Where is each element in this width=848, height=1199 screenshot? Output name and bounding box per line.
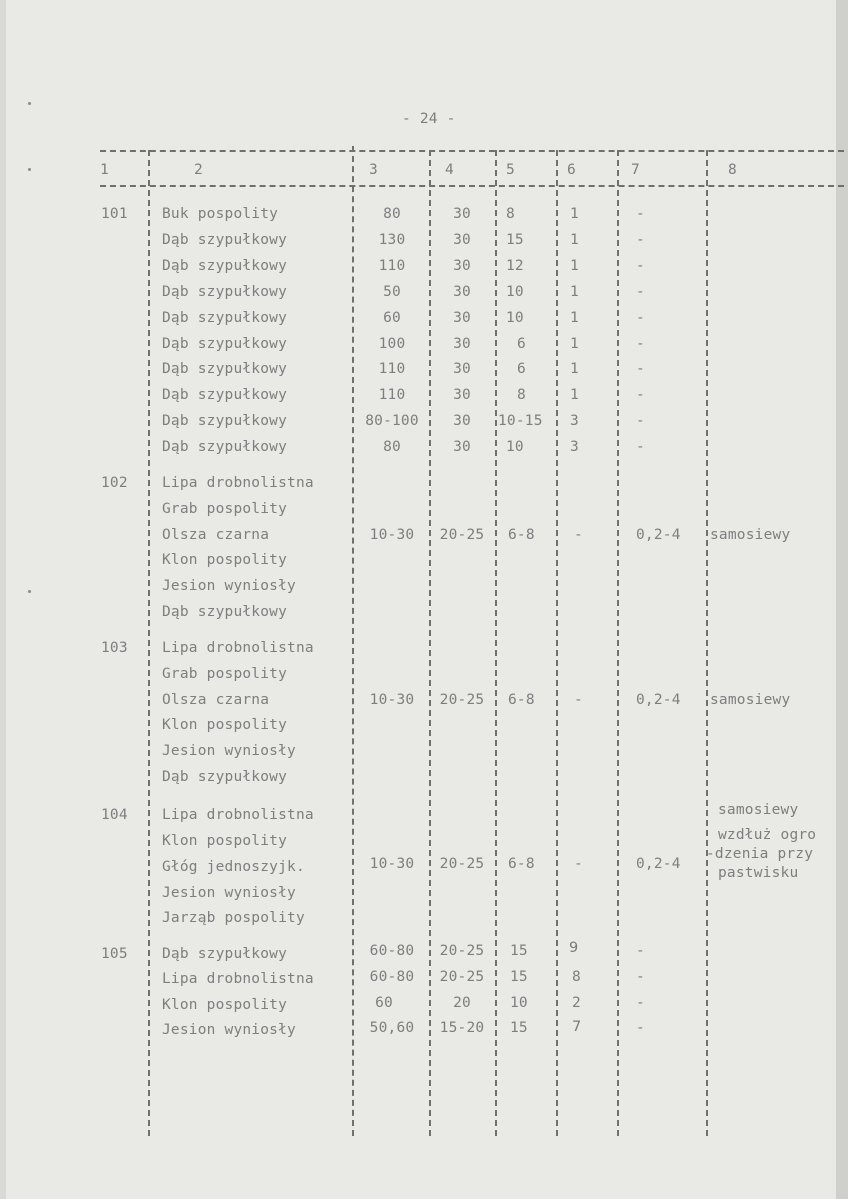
column-divider bbox=[429, 150, 431, 1136]
header-cell: 2 bbox=[194, 162, 203, 178]
species-cell: Jesion wyniosły bbox=[162, 1022, 296, 1038]
header-cell: 6 bbox=[567, 162, 576, 178]
col4-cell: 30 bbox=[453, 310, 471, 326]
species-cell: Olsza czarna bbox=[162, 527, 270, 543]
col3-cell: 10-30 bbox=[369, 692, 415, 708]
col4-cell: 15-20 bbox=[439, 1020, 485, 1036]
punch-mark bbox=[28, 168, 31, 171]
col4-cell: 20 bbox=[453, 995, 471, 1011]
col8-cell: samosiewy bbox=[710, 527, 791, 543]
species-cell: Dąb szypułkowy bbox=[162, 310, 288, 326]
species-cell: Dąb szypułkowy bbox=[162, 413, 288, 429]
col4-cell: 30 bbox=[453, 413, 471, 429]
col7-cell: 0,2-4 bbox=[636, 856, 681, 872]
col4-cell: 20-25 bbox=[439, 527, 485, 543]
column-divider bbox=[706, 150, 708, 1136]
page-edge bbox=[836, 0, 848, 1199]
col6-cell: 1 bbox=[570, 284, 579, 300]
col8-cell: -dzenia przy bbox=[706, 846, 814, 862]
col4-cell: 20-25 bbox=[439, 943, 485, 959]
col7-cell: - bbox=[636, 439, 645, 455]
column-divider bbox=[495, 150, 497, 1136]
col4-cell: 30 bbox=[453, 336, 471, 352]
col5-cell: 15 bbox=[510, 943, 528, 959]
col7-cell: - bbox=[636, 969, 645, 985]
punch-mark bbox=[28, 590, 31, 593]
col6-cell: 9 bbox=[569, 940, 579, 956]
column-divider bbox=[352, 146, 354, 1136]
col6-cell: 1 bbox=[570, 310, 579, 326]
species-cell: Olsza czarna bbox=[162, 692, 270, 708]
column-divider bbox=[148, 150, 150, 1136]
col6-cell: 3 bbox=[570, 439, 579, 455]
species-cell: Klon pospolity bbox=[162, 552, 288, 568]
col8-cell: samosiewy bbox=[710, 692, 791, 708]
col4-cell: 30 bbox=[453, 361, 471, 377]
species-cell: Klon pospolity bbox=[162, 717, 288, 733]
col3-cell: 60 bbox=[375, 995, 393, 1011]
col4-cell: 30 bbox=[453, 387, 471, 403]
col6-cell: 1 bbox=[570, 232, 579, 248]
col8-cell: wzdłuż ogro bbox=[718, 827, 817, 843]
col3-cell: 10-30 bbox=[369, 527, 415, 543]
col3-cell: 110 bbox=[378, 361, 406, 377]
header-cell: 3 bbox=[369, 162, 378, 178]
col3-cell: 130 bbox=[378, 232, 406, 248]
col5-cell: 6-8 bbox=[508, 856, 535, 872]
column-divider bbox=[617, 150, 619, 1136]
group-id: 102 bbox=[101, 475, 128, 491]
col4-cell: 20-25 bbox=[439, 692, 485, 708]
species-cell: Jesion wyniosły bbox=[162, 885, 296, 901]
col5-cell: 12 bbox=[506, 258, 524, 274]
col4-cell: 30 bbox=[453, 439, 471, 455]
col3-cell: 60 bbox=[383, 310, 401, 326]
col3-cell: 60-80 bbox=[369, 943, 415, 959]
col7-cell: - bbox=[636, 232, 645, 248]
col3-cell: 80 bbox=[383, 439, 401, 455]
col6-cell: 1 bbox=[570, 258, 579, 274]
col5-cell: 6 bbox=[517, 336, 526, 352]
col8-cell: pastwisku bbox=[718, 865, 799, 881]
col4-cell: 30 bbox=[453, 284, 471, 300]
col7-cell: - bbox=[636, 206, 645, 222]
species-cell: Grab pospolity bbox=[162, 501, 288, 517]
col3-cell: 100 bbox=[378, 336, 406, 352]
col6-cell: - bbox=[574, 527, 583, 543]
col7-cell: - bbox=[636, 258, 645, 274]
col5-cell: 10 bbox=[506, 310, 524, 326]
header-cell: 7 bbox=[631, 162, 640, 178]
group-id: 104 bbox=[101, 807, 128, 823]
header-cell: 8 bbox=[728, 162, 737, 178]
species-cell: Jesion wyniosły bbox=[162, 743, 296, 759]
species-cell: Dąb szypułkowy bbox=[162, 232, 288, 248]
col6-cell: 8 bbox=[572, 969, 581, 985]
col4-cell: 20-25 bbox=[439, 969, 485, 985]
col4-cell: 30 bbox=[453, 258, 471, 274]
col3-cell: 110 bbox=[378, 258, 406, 274]
col6-cell: 1 bbox=[570, 206, 579, 222]
col7-cell: 0,2-4 bbox=[636, 527, 681, 543]
col6-cell: 2 bbox=[572, 995, 581, 1011]
species-cell: Dąb szypułkowy bbox=[162, 284, 288, 300]
species-cell: Dąb szypułkowy bbox=[162, 361, 288, 377]
species-cell: Buk pospolity bbox=[162, 206, 279, 222]
col7-cell: - bbox=[636, 361, 645, 377]
col3-cell: 110 bbox=[378, 387, 406, 403]
species-cell: Głóg jednoszyjk. bbox=[162, 859, 305, 875]
group-id: 101 bbox=[101, 206, 128, 222]
col3-cell: 80-100 bbox=[365, 413, 419, 429]
col5-cell: 10 bbox=[506, 439, 524, 455]
group-id: 105 bbox=[101, 946, 128, 962]
col7-cell: - bbox=[636, 310, 645, 326]
col6-cell: - bbox=[574, 692, 583, 708]
col5-cell: 8 bbox=[506, 206, 515, 222]
species-cell: Dąb szypułkowy bbox=[162, 258, 288, 274]
species-cell: Lipa drobnolistna bbox=[162, 640, 314, 656]
species-cell: Klon pospolity bbox=[162, 833, 288, 849]
col7-cell: - bbox=[636, 1020, 645, 1036]
col3-cell: 60-80 bbox=[369, 969, 415, 985]
col3-cell: 50 bbox=[383, 284, 401, 300]
col6-cell: - bbox=[574, 856, 583, 872]
col7-cell: - bbox=[636, 284, 645, 300]
col5-cell: 15 bbox=[506, 232, 524, 248]
col6-cell: 3 bbox=[570, 413, 579, 429]
header-cell: 5 bbox=[506, 162, 515, 178]
species-cell: Dąb szypułkowy bbox=[162, 387, 288, 403]
col3-cell: 10-30 bbox=[369, 856, 415, 872]
col5-cell: 10 bbox=[506, 284, 524, 300]
species-cell: Dąb szypułkowy bbox=[162, 604, 288, 620]
page-number: - 24 - bbox=[402, 111, 456, 127]
col7-cell: 0,2-4 bbox=[636, 692, 681, 708]
species-cell: Lipa drobnolistna bbox=[162, 807, 314, 823]
header-bottom-rule bbox=[100, 185, 844, 187]
group-id: 103 bbox=[101, 640, 128, 656]
col6-cell: 1 bbox=[570, 361, 579, 377]
species-cell: Dąb szypułkowy bbox=[162, 336, 288, 352]
punch-mark bbox=[28, 102, 31, 105]
header-cell: 4 bbox=[445, 162, 454, 178]
species-cell: Dąb szypułkowy bbox=[162, 946, 288, 962]
col5-cell: 6 bbox=[517, 361, 526, 377]
col5-cell: 15 bbox=[510, 1020, 528, 1036]
col6-cell: 1 bbox=[570, 387, 579, 403]
species-cell: Grab pospolity bbox=[162, 666, 288, 682]
col5-cell: 15 bbox=[510, 969, 528, 985]
col7-cell: - bbox=[636, 943, 645, 959]
col6-cell: 1 bbox=[570, 336, 579, 352]
col7-cell: - bbox=[636, 336, 645, 352]
col4-cell: 30 bbox=[453, 206, 471, 222]
col6-cell: 7 bbox=[572, 1019, 582, 1035]
species-cell: Klon pospolity bbox=[162, 997, 288, 1013]
species-cell: Lipa drobnolistna bbox=[162, 475, 314, 491]
col7-cell: - bbox=[636, 413, 645, 429]
species-cell: Lipa drobnolistna bbox=[162, 971, 314, 987]
col5-cell: 10 bbox=[510, 995, 528, 1011]
col7-cell: - bbox=[636, 995, 645, 1011]
header-cell: 1 bbox=[100, 162, 109, 178]
species-cell: Jesion wyniosły bbox=[162, 578, 296, 594]
table-top-rule bbox=[100, 150, 844, 152]
col5-cell: 6-8 bbox=[508, 692, 535, 708]
species-cell: Jarząb pospolity bbox=[162, 910, 305, 926]
col4-cell: 30 bbox=[453, 232, 471, 248]
col4-cell: 20-25 bbox=[439, 856, 485, 872]
species-cell: Dąb szypułkowy bbox=[162, 439, 288, 455]
col3-cell: 50,60 bbox=[369, 1020, 415, 1036]
col8-cell: samosiewy bbox=[718, 802, 799, 818]
col5-cell: 10-15 bbox=[498, 413, 543, 429]
species-cell: Dąb szypułkowy bbox=[162, 769, 288, 785]
col3-cell: 80 bbox=[383, 206, 401, 222]
column-divider bbox=[556, 150, 558, 1136]
col5-cell: 8 bbox=[517, 387, 526, 403]
col7-cell: - bbox=[636, 387, 645, 403]
col5-cell: 6-8 bbox=[508, 527, 535, 543]
